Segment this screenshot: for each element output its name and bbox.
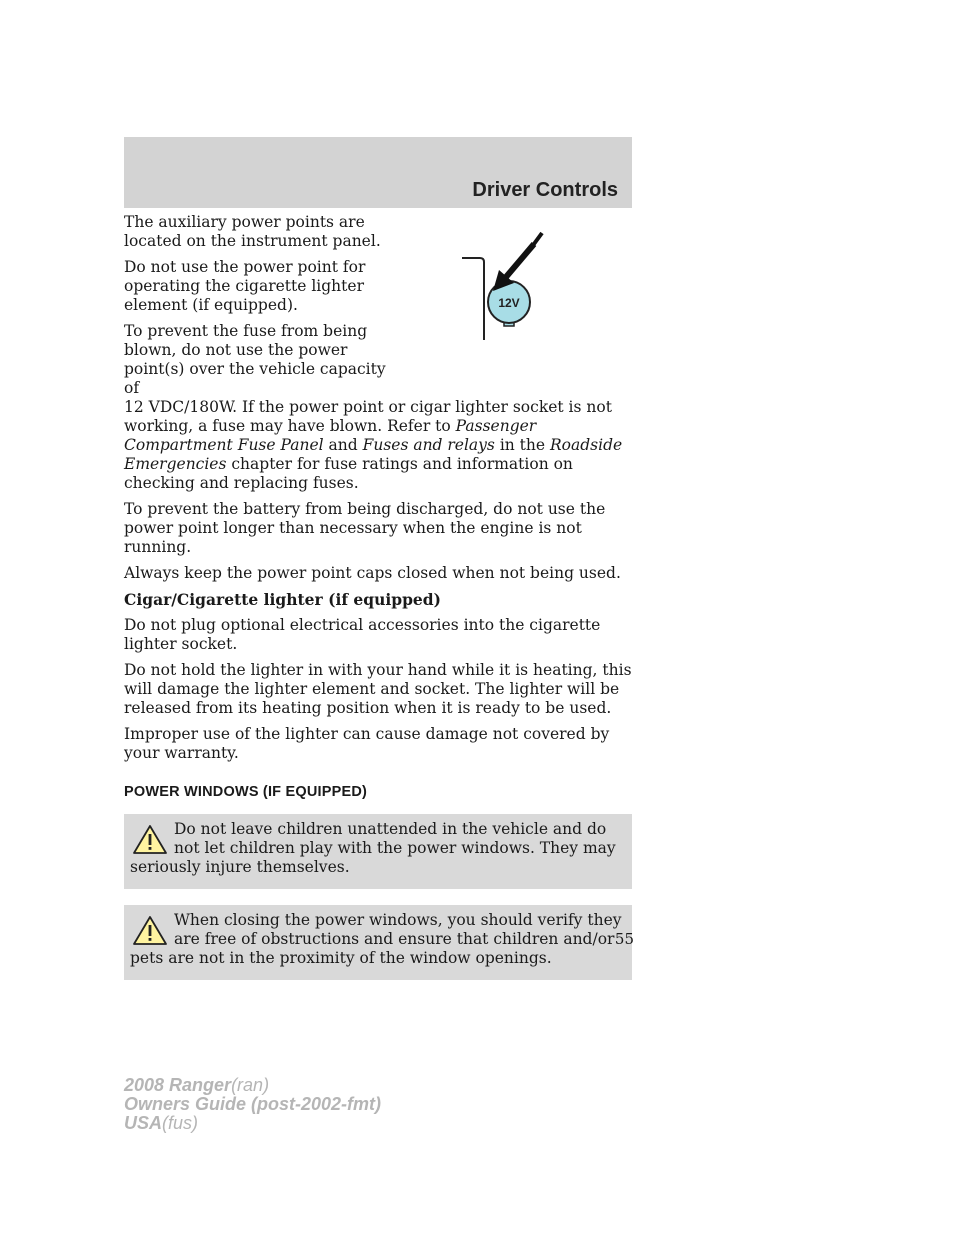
paragraph: To prevent the battery from being discharged, do not use the power point longer than necessary when the engine is not running. <box>124 500 606 556</box>
header-band <box>124 137 632 208</box>
paragraph: Do not use the power point for operating the cigarette lighter element (if equipped). <box>124 258 366 314</box>
socket-label: 12V <box>498 296 520 310</box>
subheading-lighter: Cigar/Cigarette lighter (if equipped) <box>124 590 441 609</box>
footer <box>124 1076 381 1133</box>
page-number: 55 <box>614 930 634 948</box>
reference-roadside-emergencies: Roadside Emergencies <box>124 436 623 473</box>
warning-triangle-icon <box>130 913 170 947</box>
footer-line: USA(fus) <box>124 1113 199 1133</box>
warning-text: Do not leave children unattended in the vehicle and do not let children play with the power windows. They may seriously injure themselves. <box>130 820 616 876</box>
paragraph: The auxiliary power points are located on the instrument panel. <box>124 213 381 250</box>
page-title: Driver Controls <box>472 179 618 201</box>
body-text <box>124 213 632 996</box>
reference-fuse-panel: Passenger Compartment Fuse Panel <box>124 417 537 454</box>
warning-box <box>124 905 632 980</box>
section-heading: POWER WINDOWS (IF EQUIPPED) <box>124 784 368 800</box>
footer-line: 2008 Ranger(ran) <box>124 1075 270 1095</box>
warning-text: When closing the power windows, you should verify they are free of obstructions and ensure that children and/or pets are not in the proximity of the window openings. <box>130 911 622 967</box>
paragraph: Improper use of the lighter can cause damage not covered by your warranty. <box>124 725 610 762</box>
warning-box <box>124 814 632 889</box>
reference-fuses-relays: Fuses and relays <box>362 436 495 454</box>
paragraph: Do not hold the lighter in with your hand while it is heating, this will damage the lighter element and socket. The lighter will be released from its heating position when it is ready to be used. <box>124 661 632 717</box>
paragraph: To prevent the fuse from being blown, do not use the power point(s) over the vehicle capacity of <box>124 322 386 397</box>
footer-line: Owners Guide (post-2002-fmt) <box>124 1094 382 1114</box>
fuse-paragraph: 12 VDC/180W. If the power point or cigar lighter socket is not working, a fuse may have blown. Refer to Passenger Compartment Fuse Panel and Fuses and relays in the Roadside Emergencies chapter for fuse ratings and information on checking and replacing fuses. <box>124 398 623 492</box>
paragraph: Always keep the power point caps closed when not being used. <box>124 564 621 582</box>
warning-triangle-icon <box>130 822 170 856</box>
paragraph: Do not plug optional electrical accessories into the cigarette lighter socket. <box>124 616 601 653</box>
